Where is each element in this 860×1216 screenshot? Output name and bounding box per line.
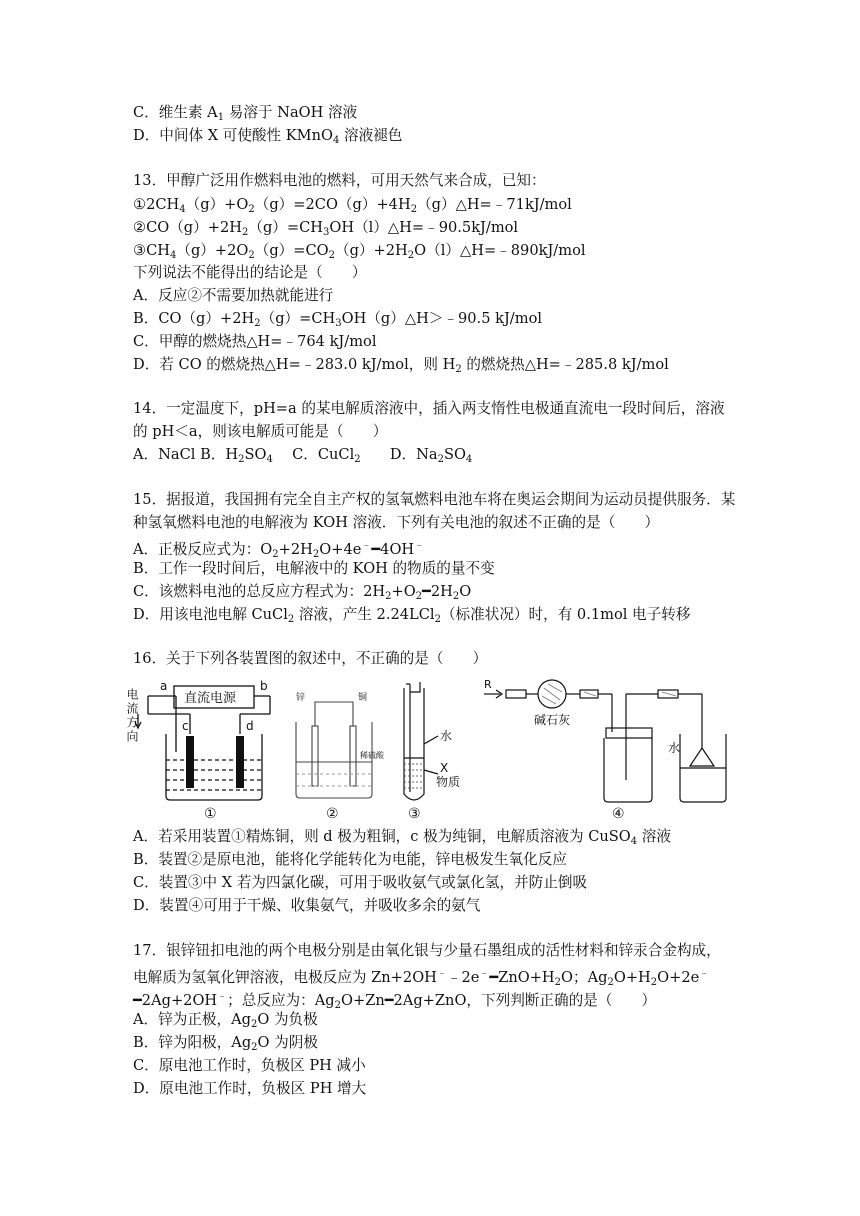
option-line: [133, 827, 671, 852]
dev3-water-label: 水: [440, 729, 453, 743]
text-run: ━2H: [422, 583, 453, 600]
text-run: D．若 CO 的燃烧热△H=﹣283.0 kJ/mol，则 H: [133, 356, 456, 373]
dev4-number: ④: [612, 806, 625, 822]
text-run: ﹣2e: [446, 969, 480, 986]
text-run: D．中间体 X 可使酸性 KMnO: [133, 127, 333, 144]
subscript: 2: [328, 250, 336, 261]
option-line: [133, 1010, 318, 1035]
subscript: 2: [248, 204, 255, 215]
dev1-label-c: c: [182, 719, 189, 733]
question-14-stem-cont: [133, 422, 387, 442]
text-run: 13．甲醇广泛用作燃料电池的燃料，可用天然气来合成，已知：: [133, 172, 546, 189]
option-line: [133, 1033, 318, 1058]
text-run: O 为阴极: [257, 1034, 318, 1051]
subscript: 2: [455, 364, 462, 375]
subscript: 2: [250, 1019, 258, 1030]
text-run: A．正极反应式为：O: [133, 541, 273, 558]
question-16-stem: [133, 649, 487, 669]
text-run: SO: [443, 446, 466, 463]
subscript: 2: [354, 454, 361, 465]
dev4-water-label: 水: [668, 741, 681, 755]
subscript: 2: [254, 318, 261, 329]
subscript: 2: [238, 454, 245, 465]
text-run: O+2e: [657, 969, 700, 986]
subscript: 2: [312, 549, 320, 560]
text-run: C．该燃料电池的总反应方程式为：2H: [133, 583, 386, 600]
dev2-number: ②: [326, 806, 339, 822]
subscript: 2: [415, 591, 423, 602]
text-run: ━ZnO+H: [489, 969, 555, 986]
text-run: D．用该电池电解 CuCl: [133, 606, 288, 623]
dev4-lime-label: 碱石灰: [534, 713, 571, 727]
text-run: ②CO（g）+2H: [133, 219, 242, 236]
superscript: ﹣: [436, 968, 447, 979]
subscript: 2: [287, 614, 295, 625]
question-17-stem: [133, 941, 721, 961]
text-run: O: [459, 583, 472, 600]
option-line: [133, 1056, 366, 1076]
text-run: O；Ag: [561, 969, 608, 986]
question-13-stem: [133, 171, 546, 191]
option-line: [133, 332, 377, 352]
subscript: 4: [169, 250, 177, 261]
superscript: ﹣: [217, 991, 228, 1002]
equation-line: [133, 195, 572, 220]
option-line: [133, 286, 333, 306]
question-prompt: [133, 263, 367, 283]
option-line: [133, 355, 669, 380]
text-run: ━4OH: [371, 541, 415, 558]
question-15-stem-cont: [133, 513, 659, 533]
text-run: 种氢氧燃料电池的电解液为 KOH 溶液．下列有关电池的叙述不正确的是（ ）: [133, 514, 660, 531]
subscript: 2: [452, 591, 460, 602]
text-run: 溶液褪色: [339, 127, 403, 144]
text-run: （g）=CO: [254, 242, 329, 259]
text-run: O+H: [613, 969, 651, 986]
text-run: ；总反应为：Ag: [227, 992, 335, 1009]
text-run: C．维生素 A: [133, 104, 218, 121]
text-run: B．CO（g）+2H: [133, 310, 255, 327]
text-run: O 为负极: [257, 1011, 318, 1028]
apparatus-figure: [125, 674, 728, 822]
dev1-label-d: d: [246, 719, 254, 733]
text-run: 下列说法不能得出的结论是（ ）: [133, 264, 367, 281]
subscript: 4: [630, 836, 638, 847]
text-run: 溶液: [637, 828, 671, 845]
text-run: OH（l）△H=﹣90.5kJ/mol: [329, 219, 519, 236]
text-run: （g）+2O: [176, 242, 249, 259]
text-run: ③CH: [133, 242, 170, 259]
subscript: 2: [407, 250, 415, 261]
text-run: 17．银锌钮扣电池的两个电极分别是由氧化银与少量石墨组成的活性材料和锌汞合金构成，: [133, 942, 721, 959]
text-run: D．Na: [360, 446, 438, 463]
subscript: 4: [266, 454, 273, 465]
subscript: 2: [272, 549, 279, 560]
option-line: [133, 582, 471, 607]
text-run: （g）+2H: [335, 242, 408, 259]
subscript: 3: [335, 318, 342, 329]
text-run: C．原电池工作时，负极区 PH 减小: [133, 1057, 366, 1074]
text-run: O+Zn━2Ag+ZnO，下列判断正确的是（ ）: [341, 992, 657, 1009]
text-run: 电解质为氢氧化钾溶液，电极反应为 Zn+2OH: [133, 969, 437, 986]
question-14-stem: [133, 399, 725, 419]
option-line: [133, 850, 567, 870]
dev4-r-label: R: [484, 678, 492, 691]
option-line: [133, 309, 542, 334]
text-run: 16．关于下列各装置图的叙述中，不正确的是（ ）: [133, 650, 488, 667]
text-run: D．原电池工作时，负极区 PH 增大: [133, 1080, 367, 1097]
equation-line: [133, 218, 518, 243]
text-run: OH（g）△H＞﹣90.5 kJ/mol: [341, 310, 543, 327]
subscript: 2: [607, 977, 614, 988]
text-run: （g）=2CO（g）+4H: [254, 196, 411, 213]
text-run: 易溶于 NaOH 溶液: [224, 104, 358, 121]
text-run: ①2CH: [133, 196, 180, 213]
text-run: ━2Ag+2OH: [133, 992, 218, 1009]
dev1-power-box-label: 直流电源: [184, 691, 237, 706]
text-run: 15．据报道，我国拥有完全自主产权的氢氧燃料电池车将在奥运会期间为运动员提供服务．某: [133, 491, 736, 508]
text-run: C．甲醇的燃烧热△H=﹣764 kJ/mol: [133, 333, 377, 350]
text-run: D．装置④可用于干燥、收集氨气，并吸收多余的氨气: [133, 897, 481, 914]
text-run: O（l）△H=﹣890kJ/mol: [414, 242, 586, 259]
subscript: 2: [410, 204, 418, 215]
dev2-copper-label: 铜: [358, 693, 368, 703]
subscript: 2: [241, 227, 249, 238]
text-run: A．锌为正极，Ag: [133, 1011, 251, 1028]
dev3-substance-label: 物质: [436, 775, 461, 789]
text-run: B．工作一段时间后，电解液中的 KOH 的物质的量不变: [133, 560, 495, 577]
option-line: [133, 896, 480, 916]
text-run: C．装置③中 X 若为四氯化碳，可用于吸收氨气或氯化氢，并防止倒吸: [133, 874, 588, 891]
subscript: 2: [650, 977, 658, 988]
dev2-acid-label: 稀硫酸: [360, 751, 384, 760]
text-run: 14．一定温度下，pH=a 的某电解质溶液中，插入两支惰性电极通直流电一段时间后，溶液: [133, 400, 725, 417]
dev3-number: ③: [408, 806, 421, 822]
superscript: ﹣: [479, 968, 490, 979]
dev2-zinc-label: 锌: [296, 693, 306, 703]
option-line: [133, 445, 472, 470]
subscript: 3: [323, 227, 330, 238]
text-run: A．NaCl B．H: [133, 446, 239, 463]
text-run: C．CuCl: [272, 446, 355, 463]
text-run: 的燃烧热△H=﹣285.8 kJ/mol: [461, 356, 669, 373]
subscript: 2: [434, 614, 441, 625]
subscript: 2: [554, 977, 562, 988]
subscript: 4: [179, 204, 186, 215]
text-run: （标准状况）时，有 0.1mol 电子转移: [440, 606, 691, 623]
text-run: +2H: [278, 541, 313, 558]
subscript: 2: [385, 591, 392, 602]
subscript: 1: [217, 112, 225, 123]
text-run: 的 pH＜a，则该电解质可能是（ ）: [133, 423, 388, 440]
text-run: O+4e: [319, 541, 362, 558]
text-run: B．锌为阳极，Ag: [133, 1034, 252, 1051]
subscript: 2: [437, 454, 444, 465]
subscript: 2: [248, 250, 255, 261]
question-15-stem: [133, 490, 735, 510]
superscript: ﹣: [699, 968, 710, 979]
text-run: （g）=CH: [248, 219, 324, 236]
text-run: B．装置②是原电池，能将化学能转化为电能，锌电极发生氧化反应: [133, 851, 567, 868]
dev1-label-a: a: [160, 679, 168, 693]
superscript: ﹣: [414, 540, 425, 551]
text-line: [133, 126, 402, 151]
text-run: +O: [391, 583, 416, 600]
dev1-side-label: 电流方向: [125, 688, 139, 744]
text-run: SO: [244, 446, 267, 463]
subscript: 2: [251, 1042, 258, 1053]
text-run: （g）+O: [185, 196, 249, 213]
option-line: [133, 605, 690, 630]
subscript: 4: [465, 454, 473, 465]
text-run: 溶液，产生 2.24LCl: [294, 606, 435, 623]
dev1-number: ①: [204, 806, 217, 822]
text-run: （g）=CH: [260, 310, 336, 327]
option-line: [133, 559, 495, 579]
text-run: （g）△H=﹣71kJ/mol: [417, 196, 572, 213]
subscript: 4: [332, 135, 340, 146]
text-run: A．反应②不需要加热就能进行: [133, 287, 334, 304]
dev1-label-b: b: [260, 679, 268, 693]
text-line: [133, 103, 357, 128]
superscript: ﹣: [361, 540, 372, 551]
dev3-x-label: X: [440, 761, 449, 775]
text-run: A．若采用装置①精炼铜，则 d 极为粗铜，c 极为纯铜，电解质溶液为 CuSO: [133, 828, 631, 845]
subscript: 2: [334, 1000, 341, 1011]
option-line: [133, 873, 587, 893]
option-line: [133, 1079, 366, 1099]
